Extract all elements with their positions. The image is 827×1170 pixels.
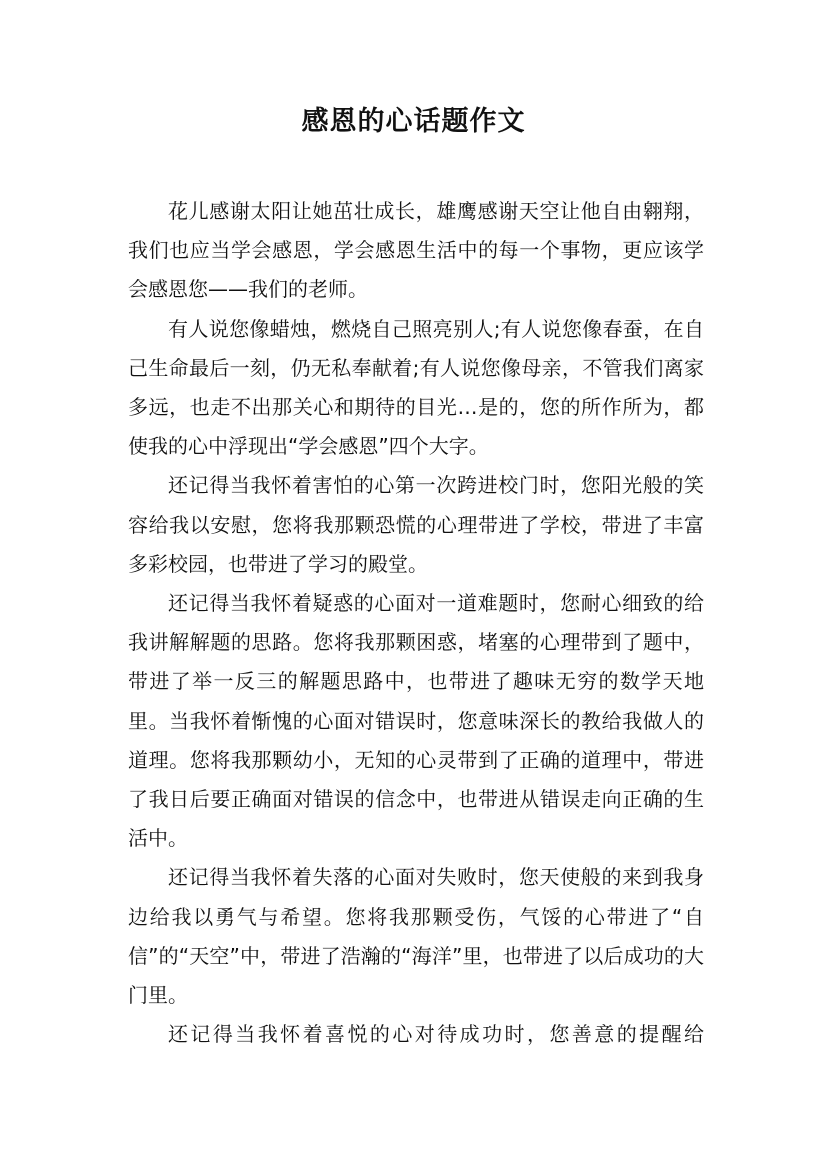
- document-title: 感恩的心话题作文: [301, 106, 526, 137]
- paragraph-2: 有人说您像蜡烛，燃烧自己照亮别人;有人说您像春蚕，在自己生命最后一刻，仍无私奉献着;有人说您像母亲，不管我们离家多远，也走不出那关心和期待的目光…是的，您的所作所为，都使我的心中浮现出“学会感恩”四个大字。: [128, 316, 704, 459]
- paragraph-5: 还记得当我怀着失落的心面对失败时，您天使般的来到我身边给我以勇气与希望。您将我那颗受伤，气馁的心带进了“自信”的“天空”中，带进了浩瀚的“海洋”里，也带进了以后成功的大门里。: [128, 865, 704, 1008]
- paragraph-4: 还记得当我怀着疑惑的心面对一道难题时，您耐心细致的给我讲解解题的思路。您将我那颗困惑，堵塞的心理带到了题中，带进了举一反三的解题思路中，也带进了趣味无穷的数学天地里。当我怀着惭愧的心面对错误时，您意味深长的教给我做人的道理。您将我那颗幼小，无知的心灵带到了正确的道理中，带进了我日后要正确面对错误的信念中，也带进从错误走向正确的生活中。: [128, 591, 704, 851]
- paragraph-3: 还记得当我怀着害怕的心第一次跨进校门时，您阳光般的笑容给我以安慰，您将我那颗恐慌的心理带进了学校，带进了丰富多彩校园，也带进了学习的殿堂。: [128, 473, 704, 576]
- paragraph-6: 还记得当我怀着喜悦的心对待成功时，您善意的提醒给: [168, 1022, 704, 1047]
- paragraph-1: 花儿感谢太阳让她茁壮成长，雄鹰感谢天空让他自由翱翔，我们也应当学会感恩，学会感恩生活中的每一个事物，更应该学会感恩您——我们的老师。: [128, 199, 704, 302]
- document-body: [128, 192, 704, 1054]
